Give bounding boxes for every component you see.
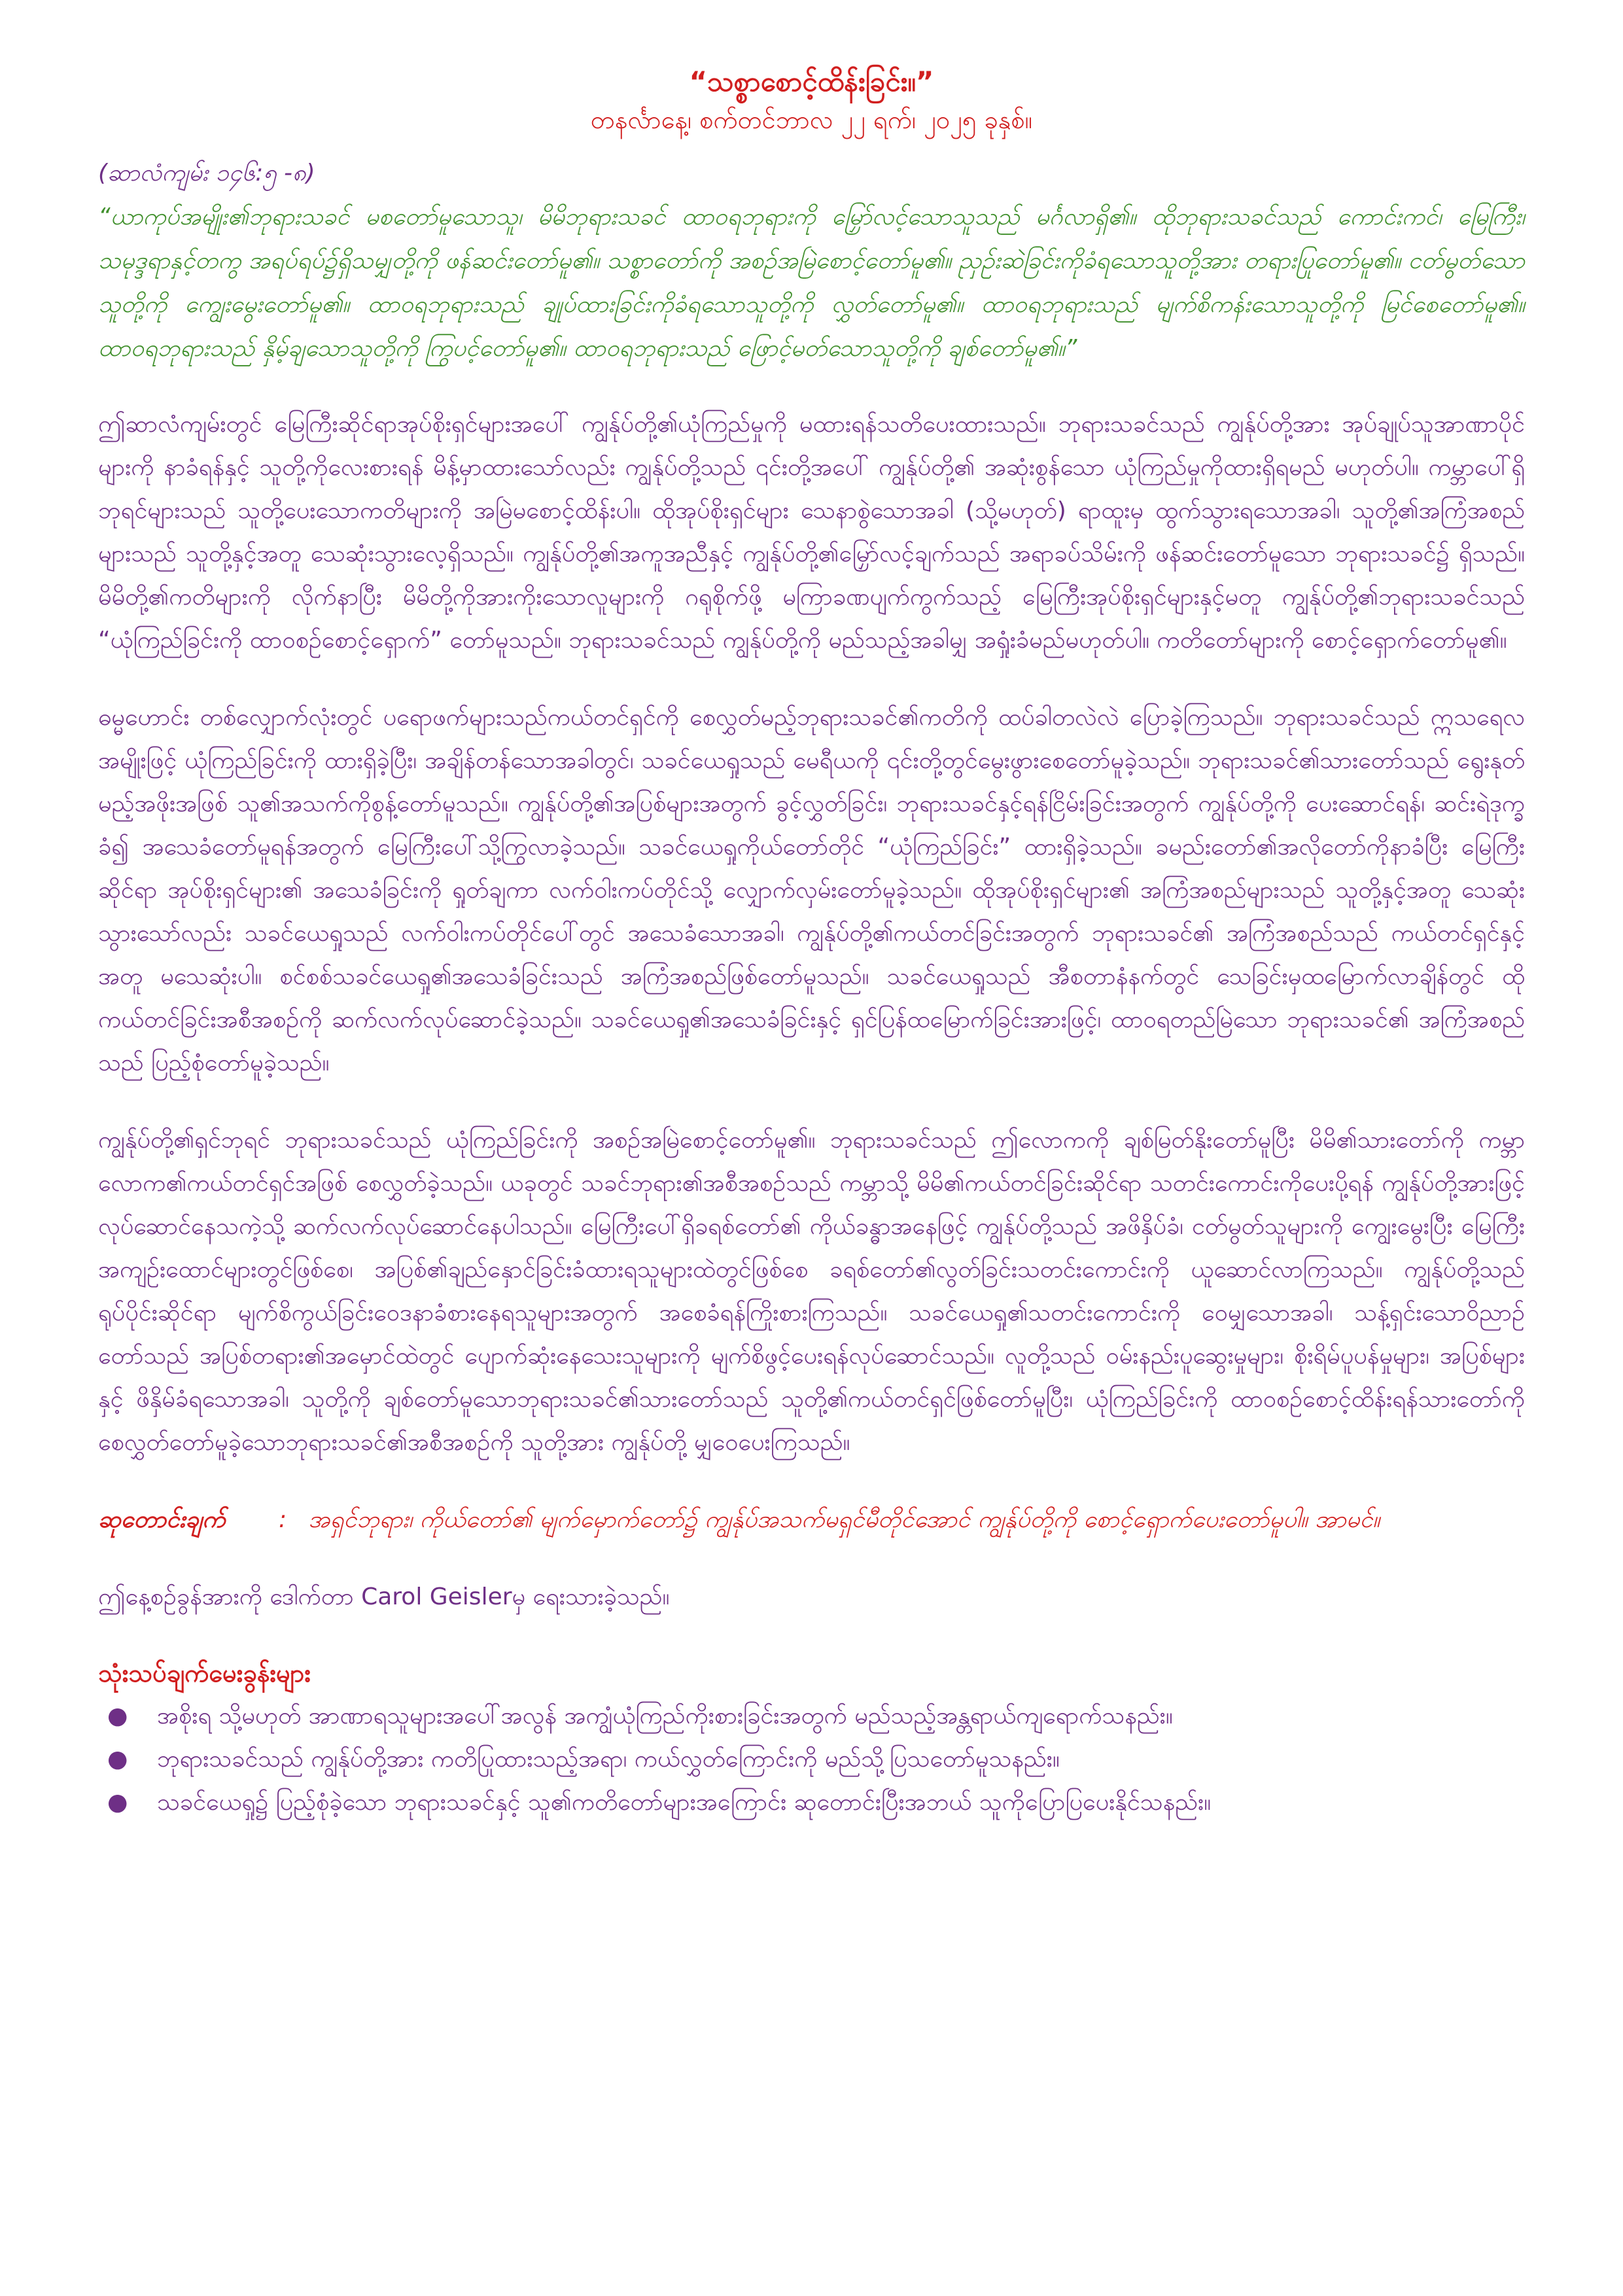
reflection-questions	[98, 1695, 1525, 1824]
author-line: ဤနေ့စဉ်ခွန်အားကို ဒေါက်တာ Carol Geislerမှ ရေးသားခဲ့သည်။	[98, 1583, 670, 1610]
reflection-heading: သုံးသပ်ချက်မေးခွန်းများ	[98, 1659, 311, 1687]
bullet-icon: ●	[107, 1746, 128, 1773]
prayer-separator: :	[278, 1506, 287, 1533]
body-paragraph-1: ဤဆာလံကျမ်းတွင် မြေကြီးဆိုင်ရာအုပ်စိုးရှင်များအပေါ် ကျွန်ုပ်တို့၏ယုံကြည်မှုကို မထားရန်သတိပေးထားသည်။ ဘုရားသခင်သည် ကျွန်ုပ်တို့အား အုပ်ချုပ်သူအာဏာပိုင်များကို နာခံရန်နှင့် သူတို့ကိုလေးစားရန် မိန့်မှာထားသော်လည်း ကျွန်ုပ်တို့သည် ၎င်းတို့အပေါ် ကျွန်ုပ်တို့၏ အဆုံးစွန်သော ယုံကြည်မှုကိုထားရှိရမည် မဟုတ်ပါ။ ကမ္ဘာပေါ်ရှိဘုရင်များသည် သူတို့ပေးသောကတိများကို အမြဲမစောင့်ထိန်းပါ။ ထိုအုပ်စိုးရှင်များ သေနာစွဲသောအခါ (သို့မဟုတ်) ရာထူးမှ ထွက်သွားရသောအခါ၊ သူတို့၏အကြံအစည်များသည် သူတို့နှင့်အတူ သေဆုံးသွားလေ့ရှိသည်။ ကျွန်ုပ်တို့၏အကူအညီနှင့် ကျွန်ုပ်တို့၏မြှော်လင့်ချက်သည် အရာခပ်သိမ်းကို ဖန်ဆင်းတော်မူသော ဘုရားသခင်၌ ရှိသည်။ မိမိတို့၏ကတိများကို လိုက်နာပြီး မိမိတို့ကိုအားကိုးသောလူများကို ဂရုစိုက်ဖို့ မကြာခဏပျက်ကွက်သည့် မြေကြီးအုပ်စိုးရှင်များနှင့်မတူ ကျွန်ုပ်တို့၏ဘုရားသခင်သည် “ယုံကြည်ခြင်းကို ထာဝစဉ်စောင့်ရှောက်” တော်မူသည်။ ဘုရားသခင်သည် ကျွန်ုပ်တို့ကို မည်သည့်အခါမျှ အရှုံးခံမည်မဟုတ်ပါ။ ကတိတော်များကို စောင့်ရှောက်တော်မူ၏။	[98, 411, 1525, 654]
list-item	[98, 1695, 1525, 1738]
list-item	[98, 1738, 1525, 1781]
list-item	[98, 1781, 1525, 1824]
question-text: ဘုရားသခင်သည် ကျွန်ုပ်တို့အား ကတိပြုထားသည့်အရာ၊ ကယ်လွှတ်ကြောင်းကို မည်သို့ပြသတော်မူသနည်း။	[157, 1746, 1060, 1773]
scripture-text: “ယာကုပ်အမျိုး၏ဘုရားသခင် မစတော်မူသောသူ၊ မိမိဘုရားသခင် ထာဝရဘုရားကို မြှော်လင့်သောသူသည် မင်္ဂလာရှိ၏။ ထိုဘုရားသခင်သည် ကောင်းကင်၊ မြေကြီး၊ သမုဒ္ဒရာနှင့်တကွ အရပ်ရပ်၌ရှိသမျှတို့ကို ဖန်ဆင်းတော်မူ၏။ သစ္စာတော်ကို အစဉ်အမြဲစောင့်တော်မူ၏။ ညှဉ်းဆဲခြင်းကိုခံရသောသူတို့အား တရားပြုတော်မူ၏။ ငတ်မွတ်သောသူတို့ကို ကျွေးမွေးတော်မူ၏။ ထာဝရဘုရားသည် ချုပ်ထားခြင်းကိုခံရသောသူတို့ကို လွှတ်တော်မူ၏။ ထာဝရဘုရားသည် မျက်စိကန်းသောသူတို့ကို မြင်စေတော်မူ၏။ ထာဝရဘုရားသည် နှိမ့်ချသောသူတို့ကို ကြွပင့်တော်မူ၏။ ထာဝရဘုရားသည် ဖြောင့်မတ်သောသူတို့ကို ချစ်တော်မူ၏။”	[98, 203, 1525, 362]
prayer-text: အရှင်ဘုရား၊ ကိုယ်တော်၏ မျက်မှောက်တော်၌ ကျွန်ုပ်အသက်မရှင်မီတိုင်အောင် ကျွန်ုပ်တို့ကို စောင့်ရှောက်ပေးတော်မူပါ။ အာမင်။	[308, 1506, 1380, 1533]
question-text: သခင်ယေရှု၌ ပြည့်စုံခဲ့သော ဘုရားသခင်နှင့် သူ၏ကတိတော်များအကြောင်း ဆုတောင်းပြီးအဘယ် သူကိုပြောပြပေးနိုင်သနည်း။	[157, 1789, 1212, 1816]
bullet-icon: ●	[107, 1789, 128, 1816]
prayer-label: ဆုတောင်းချက်	[98, 1506, 226, 1533]
page-title: “သစ္စာစောင့်ထိန်းခြင်း။”	[689, 65, 934, 97]
bullet-icon: ●	[107, 1703, 128, 1729]
date-line: တနင်္လာနေ့၊ စက်တင်ဘာလ ၂၂ ရက်၊ ၂၀၂၅ ခုနှစ်။	[590, 105, 1033, 134]
prayer	[98, 1498, 1525, 1542]
body-paragraph-2: ဓမ္မဟောင်း တစ်လျှောက်လုံးတွင် ပရောဖက်များသည်ကယ်တင်ရှင်ကို စေလွှတ်မည့်ဘုရားသခင်၏ကတိကို ထပ်ခါတလဲလဲ ပြောခဲ့ကြသည်။ ဘုရားသခင်သည် ဣသရေလအမျိုးဖြင့် ယုံကြည်ခြင်းကို ထားရှိခဲ့ပြီး၊ အချိန်တန်သောအခါတွင်၊ သခင်ယေရှုသည် မေရီယကို ၎င်းတို့တွင်မွေးဖွားစေတော်မူခဲ့သည်။ ဘုရားသခင်၏သားတော်သည် ရွေးနုတ်မည့်အဖိုးအဖြစ် သူ၏အသက်ကိုစွန့်တော်မူသည်။ ကျွန်ုပ်တို့၏အပြစ်များအတွက် ခွင့်လွှတ်ခြင်း၊ ဘုရားသခင်နှင့်ရန်ငြိမ်းခြင်းအတွက် ကျွန်ုပ်တို့ကို ပေးဆောင်ရန်၊ ဆင်းရဲဒုက္ခခံ၍ အသေခံတော်မူရန်အတွက် မြေကြီးပေါ်သို့ကြွလာခဲ့သည်။ သခင်ယေရှုကိုယ်တော်တိုင် “ယုံကြည်ခြင်း” ထားရှိခဲ့သည်။ ခမည်းတော်၏အလိုတော်ကိုနာခံပြီး မြေကြီးဆိုင်ရာ အုပ်စိုးရှင်များ၏ အသေခံခြင်းကို ရှုတ်ချကာ လက်ဝါးကပ်တိုင်သို့ လျှောက်လှမ်းတော်မူခဲ့သည်။ ထိုအုပ်စိုးရှင်များ၏ အကြံအစည်များသည် သူတို့နှင့်အတူ သေဆုံးသွားသော်လည်း သခင်ယေရှုသည် လက်ဝါးကပ်တိုင်ပေါ်တွင် အသေခံသောအခါ၊ ကျွန်ုပ်တို့၏ကယ်တင်ခြင်းအတွက် ဘုရားသခင်၏ အကြံအစည်သည် ကယ်တင်ရှင်နှင့်အတူ မသေဆုံးပါ။ စင်စစ်သခင်ယေရှု၏အသေခံခြင်းသည် အကြံအစည်ဖြစ်တော်မူသည်။ သခင်ယေရှုသည် အီစတာနံနက်တွင် သေခြင်းမှထမြောက်လာချိန်တွင် ထိုကယ်တင်ခြင်းအစီအစဉ်ကို ဆက်လက်လုပ်ဆောင်ခဲ့သည်။ သခင်ယေရှု၏အသေခံခြင်းနှင့် ရှင်ပြန်ထမြောက်ခြင်းအားဖြင့်၊ ထာဝရတည်မြဲသော ဘုရားသခင်၏ အကြံအစည်သည် ပြည့်စုံတော်မူခဲ့သည်။	[98, 704, 1525, 1076]
question-text: အစိုးရ သို့မဟုတ် အာဏာရသူများအပေါ်အလွန် အကျွံယုံကြည်ကိုးစားခြင်းအတွက် မည်သည့်အန္တရာယ်ကျရောက်သနည်း။	[157, 1703, 1173, 1729]
scripture-reference: (ဆာလံကျမ်း ၁၄၆:၅ -၈)	[98, 160, 315, 186]
body-paragraph-3: ကျွန်ုပ်တို့၏ရှင်ဘုရင် ဘုရားသခင်သည် ယုံကြည်ခြင်းကို အစဉ်အမြဲစောင့်တော်မူ၏။ ဘုရားသခင်သည် ဤလောကကို ချစ်မြတ်နိုးတော်မူပြီး မိမိ၏သားတော်ကို ကမ္ဘာလောက၏ကယ်တင်ရှင်အဖြစ် စေလွှတ်ခဲ့သည်။ ယခုတွင် သခင်ဘုရား၏အစီအစဉ်သည် ကမ္ဘာသို့ မိမိ၏ကယ်တင်ခြင်းဆိုင်ရာ သတင်းကောင်းကိုပေးပို့ရန် ကျွန်ုပ်တို့အားဖြင့် လုပ်ဆောင်နေသကဲ့သို့ ဆက်လက်လုပ်ဆောင်နေပါသည်။ မြေကြီးပေါ်ရှိခရစ်တော်၏ ကိုယ်ခန္ဓာအနေဖြင့် ကျွန်ုပ်တို့သည် အဖိနှိပ်ခံ၊ ငတ်မွတ်သူများကို ကျွေးမွေးပြီး မြေကြီးအကျဉ်းထောင်များတွင်ဖြစ်စေ၊ အပြစ်၏ချည်နှောင်ခြင်းခံထားရသူများထဲတွင်ဖြစ်စေ ခရစ်တော်၏လွတ်ခြင်းသတင်းကောင်းကို ယူဆောင်လာကြသည်။ ကျွန်ုပ်တို့သည် ရုပ်ပိုင်းဆိုင်ရာ မျက်စိကွယ်ခြင်းဝေဒနာခံစားနေရသူများအတွက် အစေခံရန်ကြိုးစားကြသည်။ သခင်ယေရှု၏သတင်းကောင်းကို ဝေမျှသောအခါ၊ သန့်ရှင်းသောဝိညာဉ်တော်သည် အပြစ်တရား၏အမှောင်ထဲတွင် ပျောက်ဆုံးနေသေးသူများကို မျက်စိဖွင့်ပေးရန်လုပ်ဆောင်သည်။ လူတို့သည် ဝမ်းနည်းပူဆွေးမှုများ၊ စိုးရိမ်ပူပန်မှုများ၊ အပြစ်များနှင့် ဖိနှိမ်ခံရသောအခါ၊ သူတို့ကို ချစ်တော်မူသောဘုရားသခင်၏သားတော်သည် သူတို့၏ကယ်တင်ရှင်ဖြစ်တော်မူပြီး၊ ယုံကြည်ခြင်းကို ထာဝစဉ်စောင့်ထိန်းရန်သားတော်ကို စေလွှတ်တော်မူခဲ့သောဘုရားသခင်၏အစီအစဉ်ကို သူတို့အား ကျွန်ုပ်တို့ မျှဝေပေးကြသည်။	[98, 1127, 1525, 1456]
